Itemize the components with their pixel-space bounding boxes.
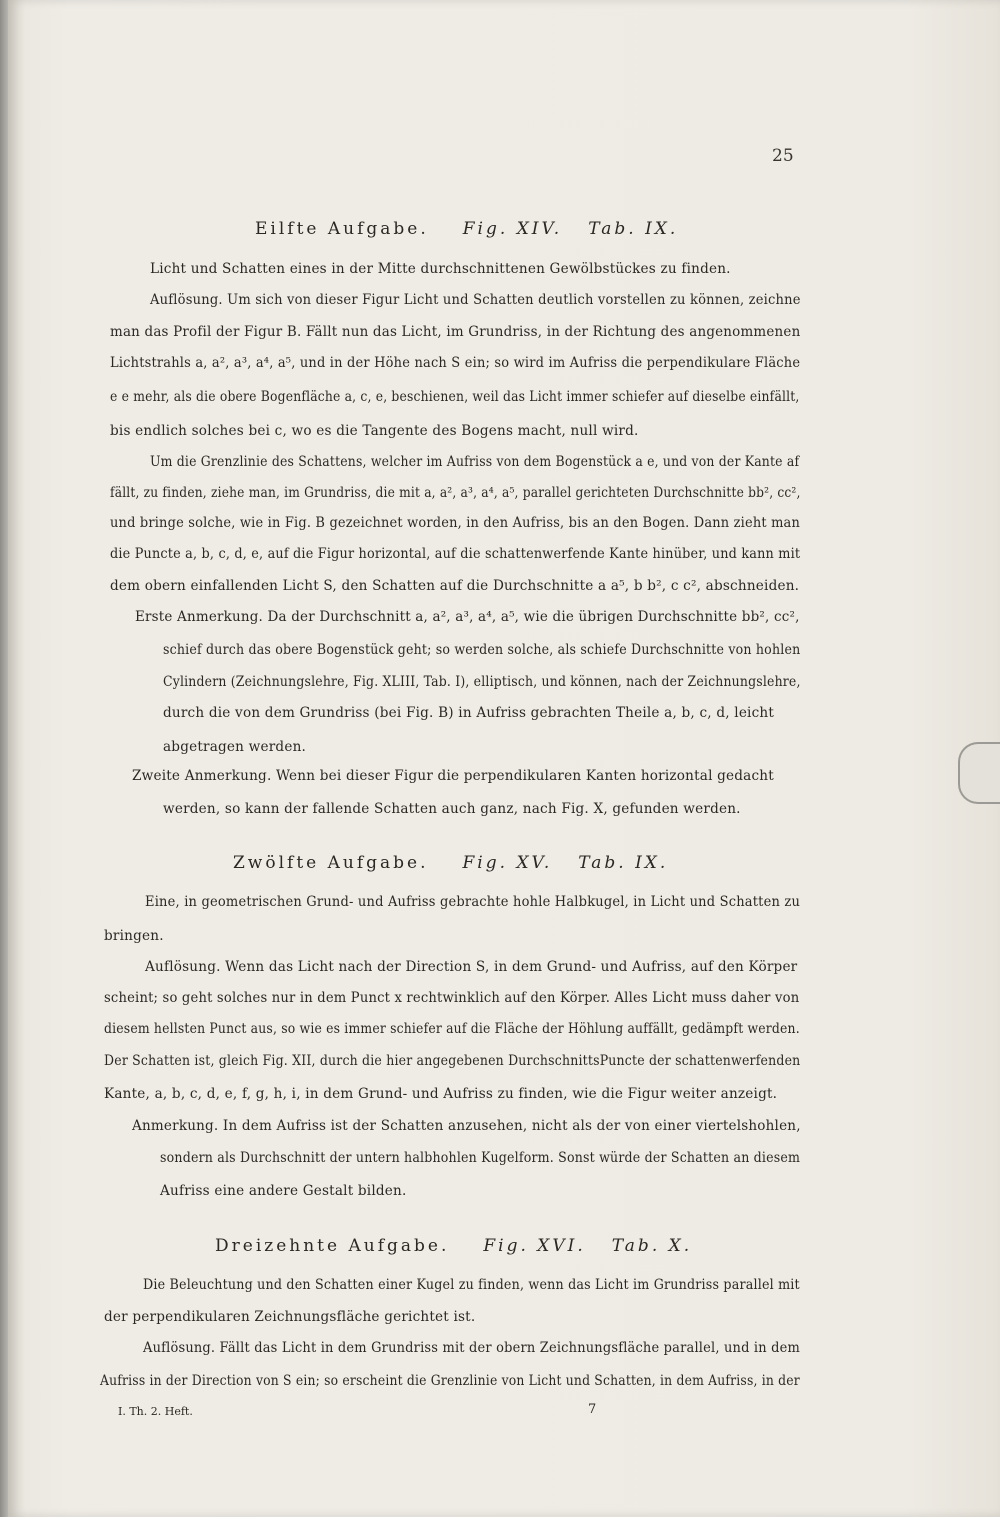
text-line: man das Profil der Figur B. Fällt nun das Licht, im Grundriss, in der Richtung des angenommenen	[110, 324, 801, 340]
heading-tab: Tab. IX.	[588, 219, 679, 239]
footer-sheet-number: 7	[588, 1402, 597, 1417]
text-line: Der Schatten ist, gleich Fig. XII, durch die hier angegebenen DurchschnittsPuncte der schattenwerfenden	[104, 1053, 801, 1069]
section-heading	[255, 219, 678, 239]
text-line: bringen.	[104, 928, 164, 944]
footer-signature: I. Th. 2. Heft.	[118, 1405, 193, 1418]
text-line: diesem hellsten Punct aus, so wie es immer schiefer auf die Fläche der Höhlung auffällt, gedämpft werden.	[104, 1021, 800, 1037]
text-line: durch die von dem Grundriss (bei Fig. B) in Aufriss gebrachten Theile a, b, c, d, leicht	[163, 705, 775, 721]
text-line: Kante, a, b, c, d, e, f, g, h, i, in dem Grund- und Aufriss zu finden, wie die Figur weiter anzeigt.	[104, 1086, 778, 1102]
heading-fig: Fig. XV.	[462, 853, 553, 873]
text-line: der perpendikularen Zeichnungsfläche gerichtet ist.	[104, 1309, 476, 1325]
heading-tab: Tab. X.	[611, 1236, 693, 1256]
text-line: werden, so kann der fallende Schatten auch ganz, nach Fig. X, gefunden werden.	[163, 801, 741, 817]
heading-title: Eilfte Aufgabe.	[255, 219, 429, 239]
text-line: Cylindern (Zeichnungslehre, Fig. XLIII, Tab. I), elliptisch, und können, nach der Zeichnungslehre,	[163, 674, 801, 690]
text-line: dem obern einfallenden Licht S, den Schatten auf die Durchschnitte a a⁵, b b², c c², abschneiden.	[110, 578, 800, 594]
text-line: Eine, in geometrischen Grund- und Aufriss gebrachte hohle Halbkugel, in Licht und Schatten zu	[145, 894, 801, 910]
text-line: bis endlich solches bei c, wo es die Tangente des Bogens macht, null wird.	[110, 423, 639, 439]
page-number: 25	[772, 146, 794, 166]
text-line: Um die Grenzlinie des Schattens, welcher im Aufriss von dem Bogenstück a e, und von der Kante af	[150, 454, 800, 470]
text-line: Erste Anmerkung. Da der Durchschnitt a, a², a³, a⁴, a⁵, wie die übrigen Durchschnitte bb², cc²,	[135, 609, 800, 625]
text-line: scheint; so geht solches nur in dem Punct x rechtwinklich auf den Körper. Alles Licht muss daher von	[104, 990, 800, 1006]
text-line: e e mehr, als die obere Bogenfläche a, c, e, beschienen, weil das Licht immer schiefer auf dieselbe einfällt,	[110, 389, 800, 405]
text-line: schief durch das obere Bogenstück geht; so werden solche, als schiefe Durchschnitte von hohlen	[163, 642, 801, 658]
book-spine	[0, 0, 8, 1517]
text-line: fällt, zu finden, ziehe man, im Grundriss, die mit a, a², a³, a⁴, a⁵, parallel gerichteten Durchschnitte bb², cc²,	[110, 485, 801, 501]
text-line: Auflösung. Fällt das Licht in dem Grundriss mit der obern Zeichnungsfläche parallel, und in dem	[143, 1340, 800, 1356]
heading-fig: Fig. XVI.	[483, 1236, 586, 1256]
text-line: Aufriss eine andere Gestalt bilden.	[160, 1183, 407, 1199]
text-line: Aufriss in der Direction von S ein; so erscheint die Grenzlinie von Licht und Schatten, in dem Aufriss, in der	[100, 1373, 800, 1389]
section-heading	[215, 1236, 692, 1256]
text-line: Auflösung. Wenn das Licht nach der Direction S, in dem Grund- und Aufriss, auf den Körper	[145, 959, 798, 975]
heading-tab: Tab. IX.	[578, 853, 669, 873]
text-line: die Puncte a, b, c, d, e, auf die Figur horizontal, auf die schattenwerfende Kante hinüber, und kann mit	[110, 546, 801, 562]
text-line: Anmerkung. In dem Aufriss ist der Schatten anzusehen, nicht als der von einer viertelshohlen,	[132, 1118, 801, 1134]
text-line: Lichtstrahls a, a², a³, a⁴, a⁵, und in der Höhe nach S ein; so wird im Aufriss die perpendikulare Fläche	[110, 355, 801, 371]
section-heading	[233, 853, 668, 873]
heading-title: Zwölfte Aufgabe.	[233, 853, 429, 873]
text-line: Die Beleuchtung und den Schatten einer Kugel zu finden, wenn das Licht im Grundriss parallel mit	[143, 1277, 800, 1293]
text-line: Licht und Schatten eines in der Mitte durchschnittenen Gewölbstückes zu finden.	[150, 261, 731, 277]
text-line: abgetragen werden.	[163, 739, 307, 755]
page-clip	[958, 742, 1000, 804]
text-line: sondern als Durchschnitt der untern halbhohlen Kugelform. Sonst würde der Schatten an diesem	[160, 1150, 801, 1166]
text-line: Auflösung. Um sich von dieser Figur Licht und Schatten deutlich vorstellen zu können, zeichne	[150, 292, 801, 308]
text-line: Zweite Anmerkung. Wenn bei dieser Figur die perpendikularen Kanten horizontal gedacht	[132, 768, 774, 784]
heading-fig: Fig. XIV.	[462, 219, 563, 239]
heading-title: Dreizehnte Aufgabe.	[215, 1236, 450, 1256]
text-line: und bringe solche, wie in Fig. B gezeichnet worden, in den Aufriss, bis an den Bogen. Dann zieht man	[110, 515, 801, 531]
